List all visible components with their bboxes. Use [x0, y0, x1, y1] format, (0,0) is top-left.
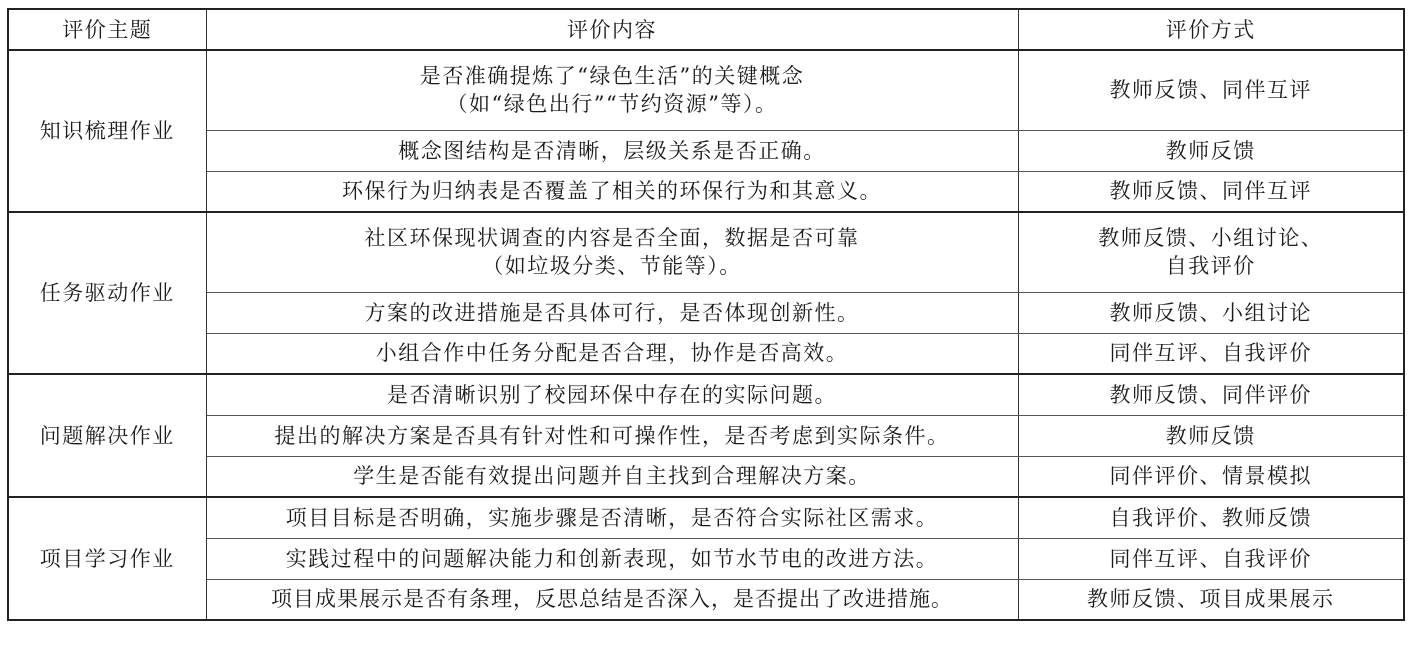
content-line: 项目目标是否明确，实施步骤是否清晰，是否符合实际社区需求。	[285, 505, 939, 530]
method-line: 教师反馈	[1165, 138, 1256, 163]
content-cell	[206, 497, 1018, 538]
content-cell	[206, 333, 1018, 374]
method-cell	[1018, 171, 1404, 212]
content-cell	[206, 538, 1018, 579]
content-line: 小组合作中任务分配是否合理，协作是否高效。	[375, 341, 849, 366]
table-row	[8, 415, 1404, 456]
method-cell	[1018, 333, 1404, 374]
content-cell	[206, 456, 1018, 497]
content-cell	[206, 292, 1018, 333]
table-row	[8, 171, 1404, 212]
content-line: （如“绿色出行”“节约资源”等）。	[446, 92, 778, 117]
method-cell	[1018, 415, 1404, 456]
method-cell	[1018, 292, 1404, 333]
content-line: 是否准确提炼了“绿色生活”的关键概念	[419, 64, 805, 89]
theme-cell: 知识梳理作业	[8, 50, 206, 212]
content-cell	[206, 415, 1018, 456]
content-cell	[206, 130, 1018, 171]
content-line: （如垃圾分类、节能等）。	[482, 254, 742, 279]
method-line: 教师反馈	[1165, 423, 1256, 448]
content-cell	[206, 374, 1018, 415]
method-line: 教师反馈、小组讨论、	[1098, 226, 1324, 251]
content-cell	[206, 50, 1018, 130]
method-cell	[1018, 374, 1404, 415]
method-line: 同伴互评、自我评价	[1109, 546, 1312, 571]
table-row	[8, 50, 1404, 130]
content-line: 社区环保现状调查的内容是否全面，数据是否可靠	[364, 226, 860, 251]
table-row	[8, 579, 1404, 620]
content-line: 项目成果展示是否有条理，反思总结是否深入，是否提出了改进措施。	[271, 587, 953, 612]
method-line: 自我评价	[1165, 254, 1256, 279]
content-line: 提出的解决方案是否具有针对性和可操作性，是否考虑到实际条件。	[274, 423, 950, 448]
header-method: 评价方式	[1018, 9, 1404, 50]
method-cell	[1018, 130, 1404, 171]
table-row	[8, 374, 1404, 415]
content-line: 学生是否能有效提出问题并自主找到合理解决方案。	[353, 464, 871, 489]
method-line: 自我评价、教师反馈	[1109, 505, 1312, 530]
content-line: 是否清晰识别了校园环保中存在的实际问题。	[387, 382, 837, 407]
method-cell	[1018, 538, 1404, 579]
header-content: 评价内容	[206, 9, 1018, 50]
method-line: 教师反馈、项目成果展示	[1087, 587, 1335, 612]
table-row	[8, 497, 1404, 538]
method-cell	[1018, 212, 1404, 292]
table-row	[8, 538, 1404, 579]
content-cell	[206, 579, 1018, 620]
content-cell	[206, 212, 1018, 292]
table-header-row	[8, 9, 1404, 50]
table-row	[8, 333, 1404, 374]
method-cell	[1018, 50, 1404, 130]
method-cell	[1018, 497, 1404, 538]
header-theme: 评价主题	[8, 9, 206, 50]
theme-cell: 问题解决作业	[8, 374, 206, 497]
method-line: 教师反馈、同伴评价	[1109, 382, 1312, 407]
method-cell	[1018, 579, 1404, 620]
method-line: 教师反馈、同伴互评	[1109, 179, 1312, 204]
content-line: 概念图结构是否清晰，层级关系是否正确。	[398, 138, 826, 163]
table-row	[8, 212, 1404, 292]
method-cell	[1018, 456, 1404, 497]
evaluation-table	[7, 8, 1405, 621]
table-row	[8, 130, 1404, 171]
evaluation-table-wrapper	[7, 8, 1405, 621]
table-row	[8, 456, 1404, 497]
method-line: 教师反馈、小组讨论	[1109, 300, 1312, 325]
content-line: 实践过程中的问题解决能力和创新表现，如节水节电的改进方法。	[285, 546, 939, 571]
theme-cell: 任务驱动作业	[8, 212, 206, 374]
content-line: 环保行为归纳表是否覆盖了相关的环保行为和其意义。	[342, 179, 882, 204]
table-row	[8, 292, 1404, 333]
theme-cell: 项目学习作业	[8, 497, 206, 620]
content-cell	[206, 171, 1018, 212]
method-line: 同伴评价、情景模拟	[1109, 464, 1312, 489]
method-line: 同伴互评、自我评价	[1109, 341, 1312, 366]
method-line: 教师反馈、同伴互评	[1109, 78, 1312, 103]
content-line: 方案的改进措施是否具体可行，是否体现创新性。	[364, 300, 860, 325]
